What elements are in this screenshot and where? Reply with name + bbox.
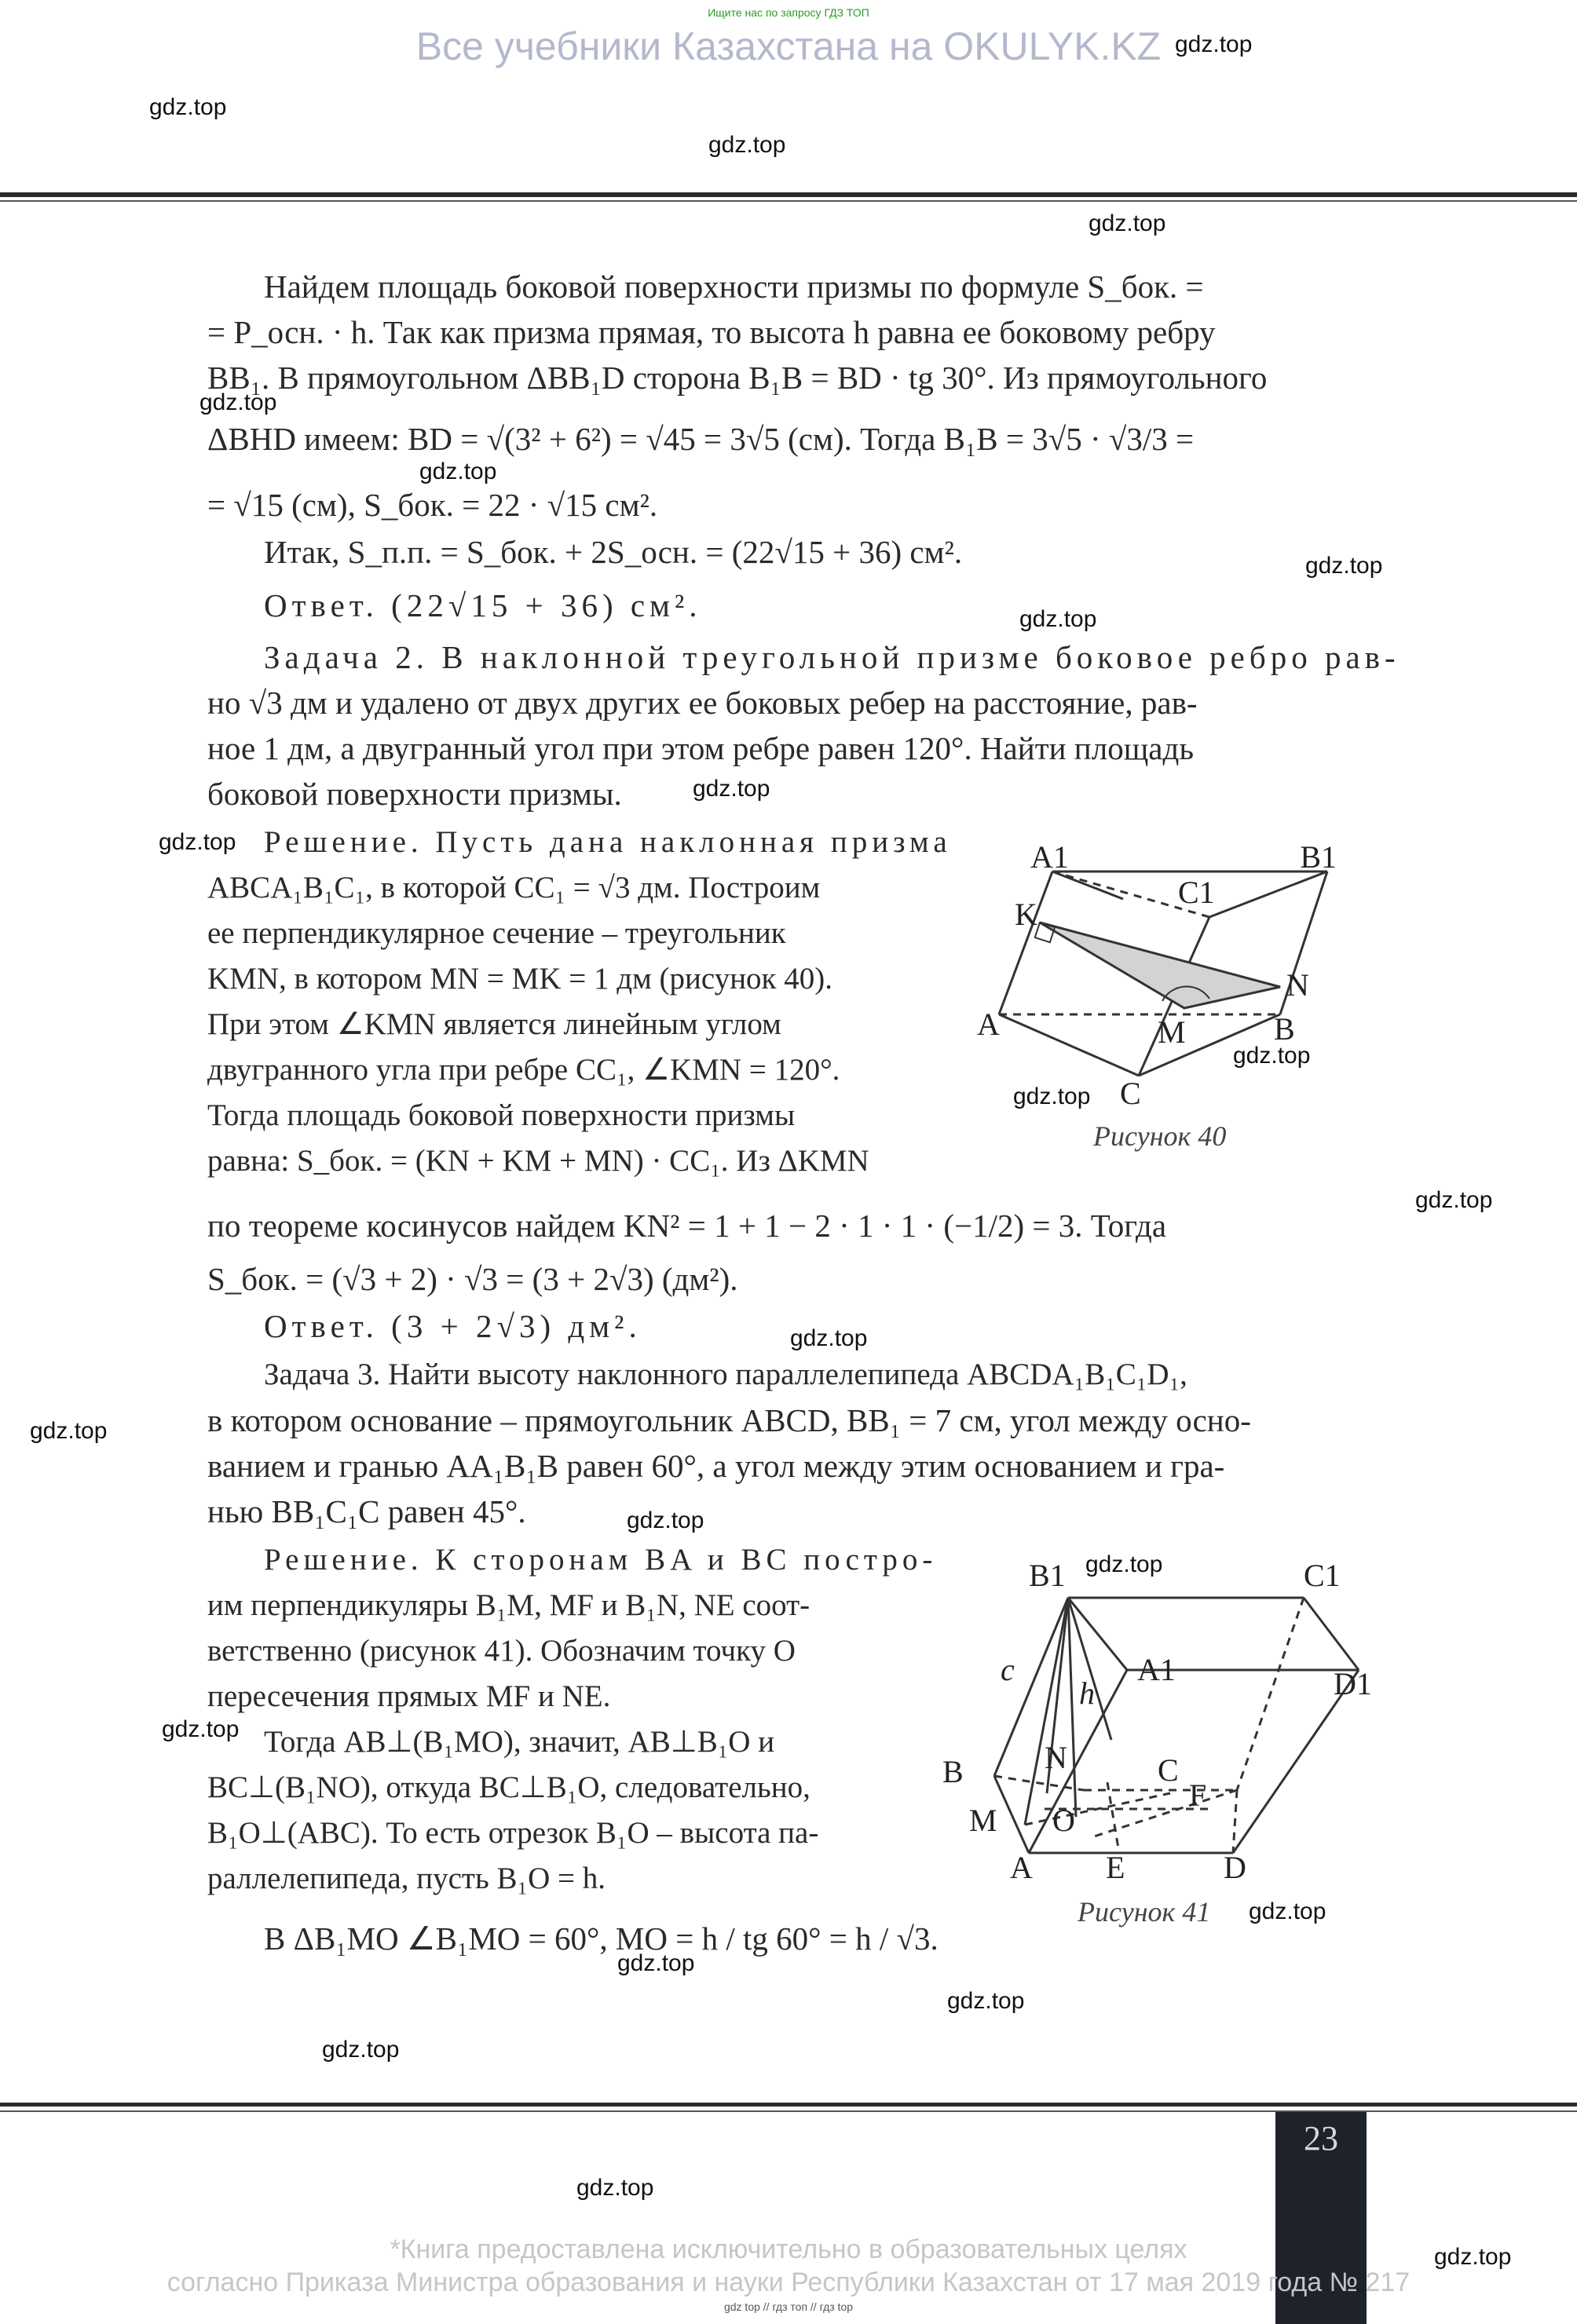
text-line: При этом ∠KMN является линейным углом — [207, 1007, 781, 1041]
text-line: = P_осн. · h. Так как призма прямая, то высота h равна ее боковому ребру — [207, 314, 1216, 350]
text-line: Итак, S_п.п. = S_бок. + 2S_осн. = (22√15 + 36) см². — [264, 534, 963, 570]
top-note: Ищите нас по запросу ГДЗ ТОП — [708, 6, 869, 19]
text-line: им перпендикуляры B₁M, MF и B₁N, NE соот- — [207, 1588, 810, 1622]
fig41-label: F — [1189, 1778, 1207, 1813]
footer-line-1: *Книга предоставлена исключительно в образовательных целях — [390, 2234, 1187, 2264]
watermark[interactable]: gdz.top — [1013, 1083, 1091, 1109]
fig41-label: D1 — [1334, 1666, 1372, 1701]
watermark[interactable]: gdz.top — [1305, 553, 1383, 579]
site-title[interactable]: Все учебники Казахстана на OKULYK.KZ — [415, 24, 1162, 68]
watermark[interactable]: gdz.top — [790, 1325, 868, 1351]
text-line: BC⊥(B₁NO), откуда BC⊥B₁O, следовательно, — [207, 1770, 810, 1804]
fig40-label: B1 — [1300, 839, 1337, 875]
fig41-label: C — [1158, 1752, 1179, 1788]
header-rule-thin — [0, 200, 1577, 202]
fig41-label: A1 — [1137, 1652, 1176, 1687]
fig41-label: O — [1052, 1803, 1075, 1838]
text-line: ванием и гранью AA₁B₁B равен 60°, а угол между этим основанием и гра- — [207, 1448, 1225, 1484]
watermark[interactable]: gdz.top — [419, 459, 497, 484]
fig41-label: D — [1224, 1850, 1246, 1885]
solution-heading: Решение. Пусть дана наклонная призма — [264, 825, 952, 859]
watermark[interactable]: gdz.top — [1249, 1898, 1326, 1924]
fig40-label: B — [1274, 1011, 1295, 1047]
fig41-label: C1 — [1304, 1558, 1341, 1593]
watermark[interactable]: gdz.top — [1175, 31, 1253, 57]
text-line: равна: S_бок. = (KN + KM + MN) · CC₁. Из ΔKMN — [207, 1144, 869, 1178]
watermark[interactable]: gdz.top — [199, 389, 277, 415]
fig40-label: A — [977, 1007, 1000, 1042]
fig40-label: N — [1286, 967, 1309, 1003]
watermark[interactable]: gdz.top — [1019, 606, 1097, 632]
fig41-label: N — [1045, 1740, 1067, 1775]
text-line: по теореме косинусов найдем KN² = 1 + 1 − 2 · 1 · 1 · (−1/2) = 3. Тогда — [207, 1208, 1167, 1244]
watermark[interactable]: gdz.top — [947, 1988, 1025, 2014]
watermark[interactable]: gdz.top — [1089, 210, 1166, 236]
task-heading: Задача 2. В наклонной треугольной призме боковое ребро рав- — [264, 639, 1400, 675]
text-line: KMN, в котором MN = MK = 1 дм (рисунок 40). — [207, 962, 832, 996]
text-line: ΔBHD имеем: BD = √(3² + 6²) = √45 = 3√5 (см). Тогда B₁B = 3√5 · √3/3 = — [207, 421, 1195, 457]
text-line: ветственно (рисунок 41). Обозначим точку O — [207, 1634, 796, 1668]
text-line: S_бок. = (√3 + 2) · √3 = (3 + 2√3) (дм²). — [207, 1261, 738, 1297]
text-line: Тогда AB⊥(B₁MO), значит, AB⊥B₁O и — [264, 1725, 775, 1759]
text-line: пересечения прямых MF и NE. — [207, 1679, 611, 1713]
text-line: BB₁. В прямоугольном ΔBB₁D сторона B₁B = BD · tg 30°. Из прямоугольного — [207, 360, 1268, 396]
text-line: боковой поверхности призмы. — [207, 776, 622, 812]
fig41-label: E — [1106, 1850, 1125, 1885]
footer-rule — [0, 2103, 1577, 2107]
text-line: но √3 дм и удалено от двух других ее боковых ребер на расстояние, рав- — [207, 685, 1198, 721]
fig40-label: K — [1015, 897, 1037, 932]
figure-41-caption: Рисунок 41 — [1078, 1896, 1211, 1928]
text-line: = √15 (см), S_бок. = 22 · √15 см². — [207, 487, 658, 523]
fig41-label: A — [1010, 1850, 1033, 1885]
fig40-label: C — [1120, 1076, 1141, 1111]
watermark[interactable]: gdz.top — [1085, 1551, 1163, 1577]
footer-small-links[interactable]: gdz top // гдз топ // гдз top — [723, 2300, 854, 2313]
fig40-label: A1 — [1030, 839, 1069, 875]
watermark[interactable]: gdz.top — [30, 1418, 108, 1444]
text-line: раллелепипеда, пусть B₁O = h. — [207, 1862, 606, 1895]
text-line: в котором основание – прямоугольник ABCD, BB₁ = 7 см, угол между осно- — [207, 1402, 1251, 1438]
text-line: B₁O⊥(ABC). То есть отрезок B₁O – высота па- — [207, 1816, 819, 1850]
text-line: Найдем площадь боковой поверхности призмы по формуле S_бок. = — [264, 269, 1204, 305]
fig41-label: c — [1001, 1652, 1015, 1687]
watermark[interactable]: gdz.top — [322, 2037, 400, 2063]
text-line: ее перпендикулярное сечение – треугольник — [207, 916, 786, 950]
watermark[interactable]: gdz.top — [617, 1950, 695, 1976]
fig41-label: B1 — [1029, 1558, 1066, 1593]
fig41-label: B — [942, 1754, 964, 1789]
watermark[interactable]: gdz.top — [1233, 1043, 1311, 1069]
watermark[interactable]: gdz.top — [693, 776, 770, 802]
text-line: двугранного угла при ребре CC₁, ∠KMN = 120°. — [207, 1053, 840, 1087]
footer-line-2: согласно Приказа Министра образования и науки Республики Казахстан от 17 мая 2019 года № 217 — [166, 2267, 1411, 2297]
watermark[interactable]: gdz.top — [627, 1507, 704, 1533]
watermark[interactable]: gdz.top — [1434, 2244, 1512, 2270]
text-line: нью BB₁C₁C равен 45°. — [207, 1493, 526, 1529]
watermark[interactable]: gdz.top — [576, 2175, 654, 2201]
fig40-label: C1 — [1178, 875, 1215, 910]
watermark[interactable]: gdz.top — [149, 94, 227, 120]
page-number: 23 — [1304, 2119, 1338, 2158]
task-heading: Задача 3. Найти высоту наклонного параллелепипеда ABCDA₁B₁C₁D₁, — [264, 1357, 1187, 1391]
watermark[interactable]: gdz.top — [159, 829, 236, 855]
answer-line: Ответ. (3 + 2√3) дм². — [264, 1308, 642, 1344]
text-line: ABCA₁B₁C₁, в которой CC₁ = √3 дм. Построим — [207, 871, 821, 904]
text-line: ное 1 дм, а двугранный угол при этом ребре равен 120°. Найти площадь — [207, 730, 1195, 766]
text-line: Тогда площадь боковой поверхности призмы — [207, 1098, 796, 1132]
fig41-label: M — [969, 1803, 997, 1838]
fig41-label: h — [1079, 1675, 1095, 1711]
watermark[interactable]: gdz.top — [1415, 1187, 1493, 1213]
solution-heading: Решение. К сторонам BA и BC постро- — [264, 1543, 938, 1577]
watermark[interactable]: gdz.top — [162, 1716, 240, 1742]
answer-line: Ответ. (22√15 + 36) см². — [264, 587, 702, 623]
figure-40-caption: Рисунок 40 — [1093, 1120, 1227, 1152]
text-line: В ΔB₁MO ∠B₁MO = 60°, MO = h / tg 60° = h / √3. — [264, 1920, 939, 1957]
watermark[interactable]: gdz.top — [708, 132, 786, 158]
header-rule — [0, 192, 1577, 197]
fig40-label: M — [1158, 1014, 1186, 1050]
figure-41-diagram — [935, 1555, 1374, 1892]
